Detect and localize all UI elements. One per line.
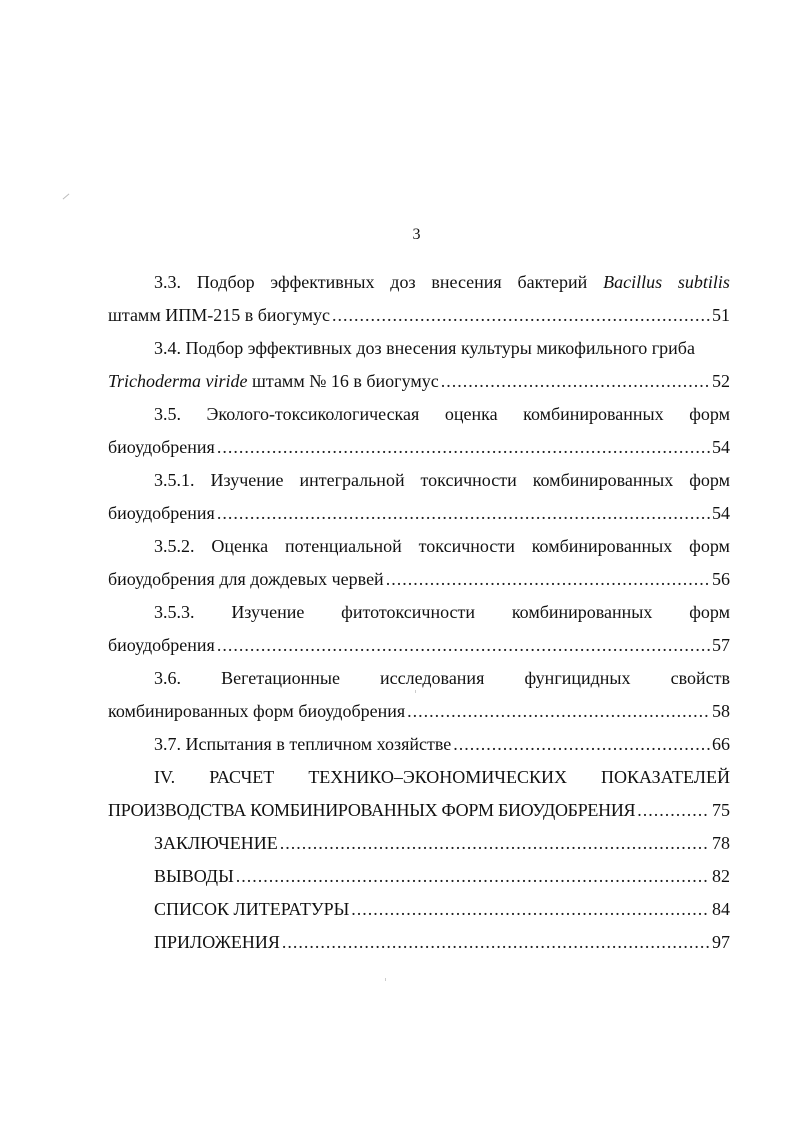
toc-entry-title: ПРОИЗВОДСТВА КОМБИНИРОВАННЫХ ФОРМ БИОУДОБРЕНИЯ bbox=[108, 800, 636, 820]
species-name: Trichoderma viride bbox=[108, 371, 248, 391]
toc-entry-title: СПИСОК ЛИТЕРАТУРЫ bbox=[154, 899, 350, 919]
toc-entry-title: 3.7. Испытания в тепличном хозяйстве bbox=[154, 734, 452, 754]
dot-leader bbox=[217, 497, 710, 530]
toc-entry-findings[interactable] bbox=[108, 860, 730, 893]
toc-entry-3-7[interactable] bbox=[108, 728, 730, 761]
scan-speck bbox=[385, 978, 386, 981]
toc-entry-title: штамм ИПМ-215 в биогумус bbox=[108, 305, 331, 325]
toc-page-number: 54 bbox=[712, 437, 730, 457]
dot-leader bbox=[280, 827, 710, 860]
toc-entry-line bbox=[108, 893, 730, 926]
toc-entry-line: 3.3. Подбор эффективных доз внесения бактерий Bacillus subtilis bbox=[154, 272, 730, 292]
toc-entry-line bbox=[108, 431, 730, 464]
toc-entry-title: биоудобрения для дождевых червей bbox=[108, 569, 384, 589]
scan-speck bbox=[415, 690, 416, 693]
toc-page-number: 56 bbox=[712, 569, 730, 589]
dot-leader bbox=[332, 299, 710, 332]
toc-entry-title: 3.4. Подбор эффективных доз внесения культуры микофильного гриба bbox=[154, 338, 695, 358]
dot-leader bbox=[217, 629, 710, 662]
toc-entry-3-5-1[interactable] bbox=[108, 464, 730, 530]
toc-page-number: 97 bbox=[712, 932, 730, 952]
toc-entry-conclusion[interactable] bbox=[108, 827, 730, 860]
toc-entry-line: 3.5.2. Оценка потенциальной токсичности комбинированных форм bbox=[154, 536, 730, 556]
toc-page-number: 82 bbox=[712, 866, 730, 886]
toc-page-number: 51 bbox=[712, 305, 730, 325]
toc-entry-3-6[interactable] bbox=[108, 662, 730, 728]
toc-entry-line: 3.6. Вегетационные исследования фунгицидных свойств bbox=[154, 668, 730, 688]
toc-entry-line bbox=[108, 695, 730, 728]
toc-entry-line bbox=[108, 827, 730, 860]
toc-entry-line: IV. РАСЧЕТ ТЕХНИКО–ЭКОНОМИЧЕСКИХ ПОКАЗАТЕЛЕЙ bbox=[154, 767, 730, 787]
dot-leader bbox=[441, 365, 710, 398]
toc-entry-title: ВЫВОДЫ bbox=[154, 866, 234, 886]
dot-leader bbox=[407, 695, 710, 728]
dot-leader bbox=[236, 860, 710, 893]
toc-page-number: 52 bbox=[712, 371, 730, 391]
toc-entry-line bbox=[108, 926, 730, 959]
dot-leader bbox=[386, 563, 710, 596]
toc-page-number: 75 bbox=[712, 800, 730, 820]
toc-entry-title: биоудобрения bbox=[108, 503, 215, 523]
toc-page-number: 57 bbox=[712, 635, 730, 655]
toc-entry-line: 3.5.1. Изучение интегральной токсичности комбинированных форм bbox=[154, 470, 730, 490]
toc-entry-line: Trichoderma viride штамм № 16 в биогумус ..... 52 bbox=[108, 365, 730, 398]
toc-page-number: 84 bbox=[712, 899, 730, 919]
toc-page-number: 58 bbox=[712, 701, 730, 721]
toc-entry-line bbox=[108, 332, 730, 365]
dot-leader bbox=[217, 431, 710, 464]
toc-entry-line bbox=[108, 299, 730, 332]
toc-entry-line bbox=[108, 497, 730, 530]
dot-leader bbox=[637, 794, 710, 827]
toc-entry-line bbox=[108, 563, 730, 596]
scan-mark bbox=[63, 194, 70, 200]
table-of-contents bbox=[108, 266, 730, 959]
toc-entry-iv[interactable] bbox=[108, 761, 730, 827]
toc-entry-3-4[interactable] bbox=[108, 332, 730, 398]
toc-entry-title: ПРИЛОЖЕНИЯ bbox=[154, 932, 280, 952]
toc-entry-3-5[interactable] bbox=[108, 398, 730, 464]
toc-entry-line bbox=[108, 629, 730, 662]
toc-entry-title: ЗАКЛЮЧЕНИЕ bbox=[154, 833, 278, 853]
toc-page-number: 66 bbox=[712, 734, 730, 754]
dot-leader bbox=[351, 893, 710, 926]
toc-entry-title: биоудобрения bbox=[108, 437, 215, 457]
toc-entry-references[interactable] bbox=[108, 893, 730, 926]
toc-entry-3-5-3[interactable] bbox=[108, 596, 730, 662]
toc-entry-3-3[interactable] bbox=[108, 266, 730, 332]
toc-entry-3-5-2[interactable] bbox=[108, 530, 730, 596]
toc-entry-appendices[interactable] bbox=[108, 926, 730, 959]
toc-entry-line: 3.5.3. Изучение фитотоксичности комбинированных форм bbox=[154, 602, 730, 622]
dot-leader bbox=[282, 926, 710, 959]
toc-entry-line: 3.5. Эколого-токсикологическая оценка комбинированных форм bbox=[154, 404, 730, 424]
page-number: 3 bbox=[412, 226, 421, 243]
toc-page-number: 78 bbox=[712, 833, 730, 853]
toc-page-number: 54 bbox=[712, 503, 730, 523]
toc-entry-line bbox=[108, 794, 730, 827]
dot-leader bbox=[453, 728, 710, 761]
toc-entry-line bbox=[108, 860, 730, 893]
toc-entry-title: биоудобрения bbox=[108, 635, 215, 655]
toc-entry-title: комбинированных форм биоудобрения bbox=[108, 701, 406, 721]
toc-entry-line bbox=[108, 728, 730, 761]
